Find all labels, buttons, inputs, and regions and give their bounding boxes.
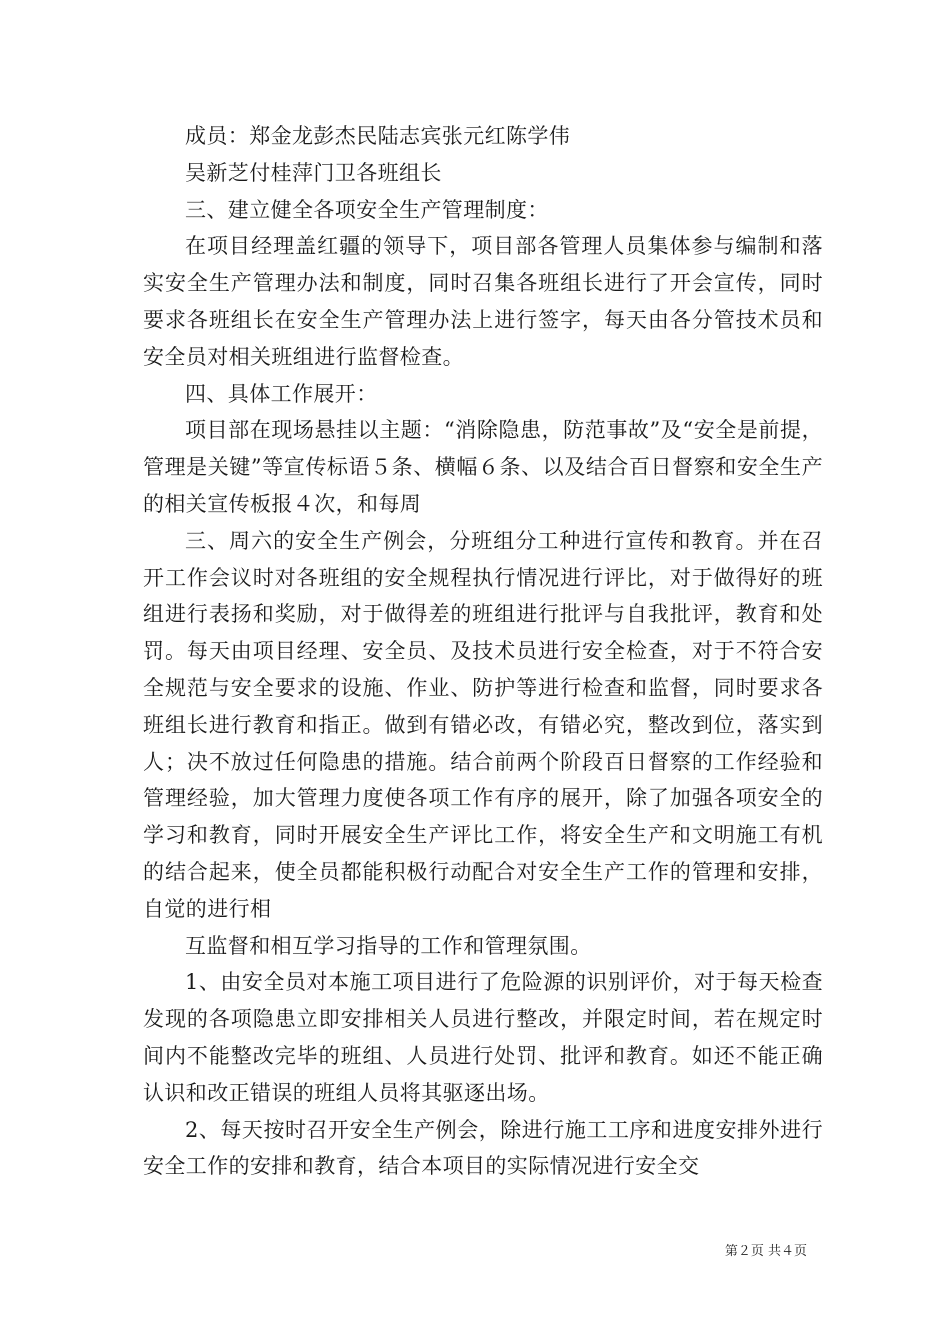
section-heading-4: 四、具体工作展开：: [185, 381, 378, 406]
paragraph-slogans: 项目部在现场悬挂以主题：“消除隐患，防范事故”及“安全是前提，管理是关键”等宣传标语５条、横幅６条、以及结合百日督察和安全生产的相关宣传板报４次，和每周: [143, 418, 823, 516]
paragraph-item-2: 2、每天按时召开安全生产例会，除进行施工工序和进度安排外进行安全工作的安排和教育，结合本项目的实际情况进行安全交: [143, 1117, 823, 1179]
paragraph-atmosphere: 互监督和相互学习指导的工作和管理氛围。: [185, 933, 592, 958]
paragraph-members-1: 成员：郑金龙彭杰民陆志宾张元红陈学伟: [185, 124, 571, 148]
paragraph-management: 在项目经理盖红疆的领导下，项目部各管理人员集体参与编制和落实安全生产管理办法和制度，同时召集各班组长进行了开会宣传，同时要求各班组长在安全生产管理办法上进行签字，每天由各分管技术员和安全员对相关班组进行监督检查。: [143, 234, 823, 369]
paragraph-weekly-meeting: 三、周六的安全生产例会，分班组分工种进行宣传和教育。并在召开工作会议时对各班组的安全规程执行情况进行评比，对于做得好的班组进行表扬和奖励，对于做得差的班组进行批评与自我批评，教育和处罚。每天由项目经理、安全员、及技术员进行安全检查，对于不符合安全规范与安全要求的设施、作业、防护等进行检查和监督，同时要求各班组长进行教育和指正。做到有错必改，有错必究，整改到位，落实到人；决不放过任何隐患的措施。结合前两个阶段百日督察的工作经验和管理经验，加大管理力度使各项工作有序的展开，除了加强各项安全的学习和教育，同时开展安全生产评比工作，将安全生产和文明施工有机的结合起来，使全员都能积极行动配合对安全生产工作的管理和安排，自觉的进行相: [143, 528, 823, 921]
body-text: [143, 118, 823, 1185]
page-number: 第２页 共４页: [724, 1244, 807, 1259]
paragraph-members-2: 吴新芝付桂萍门卫各班组长: [185, 160, 442, 185]
section-heading-3: 三、建立健全各项安全生产管理制度：: [185, 197, 549, 222]
paragraph-item-1: 1、由安全员对本施工项目进行了危险源的识别评价，对于每天检查发现的各项隐患立即安排相关人员进行整改，并限定时间，若在规定时间内不能整改完毕的班组、人员进行处罚、批评和教育。如还不能正确认识和改正错误的班组人员将其驱逐出场。: [143, 970, 823, 1105]
